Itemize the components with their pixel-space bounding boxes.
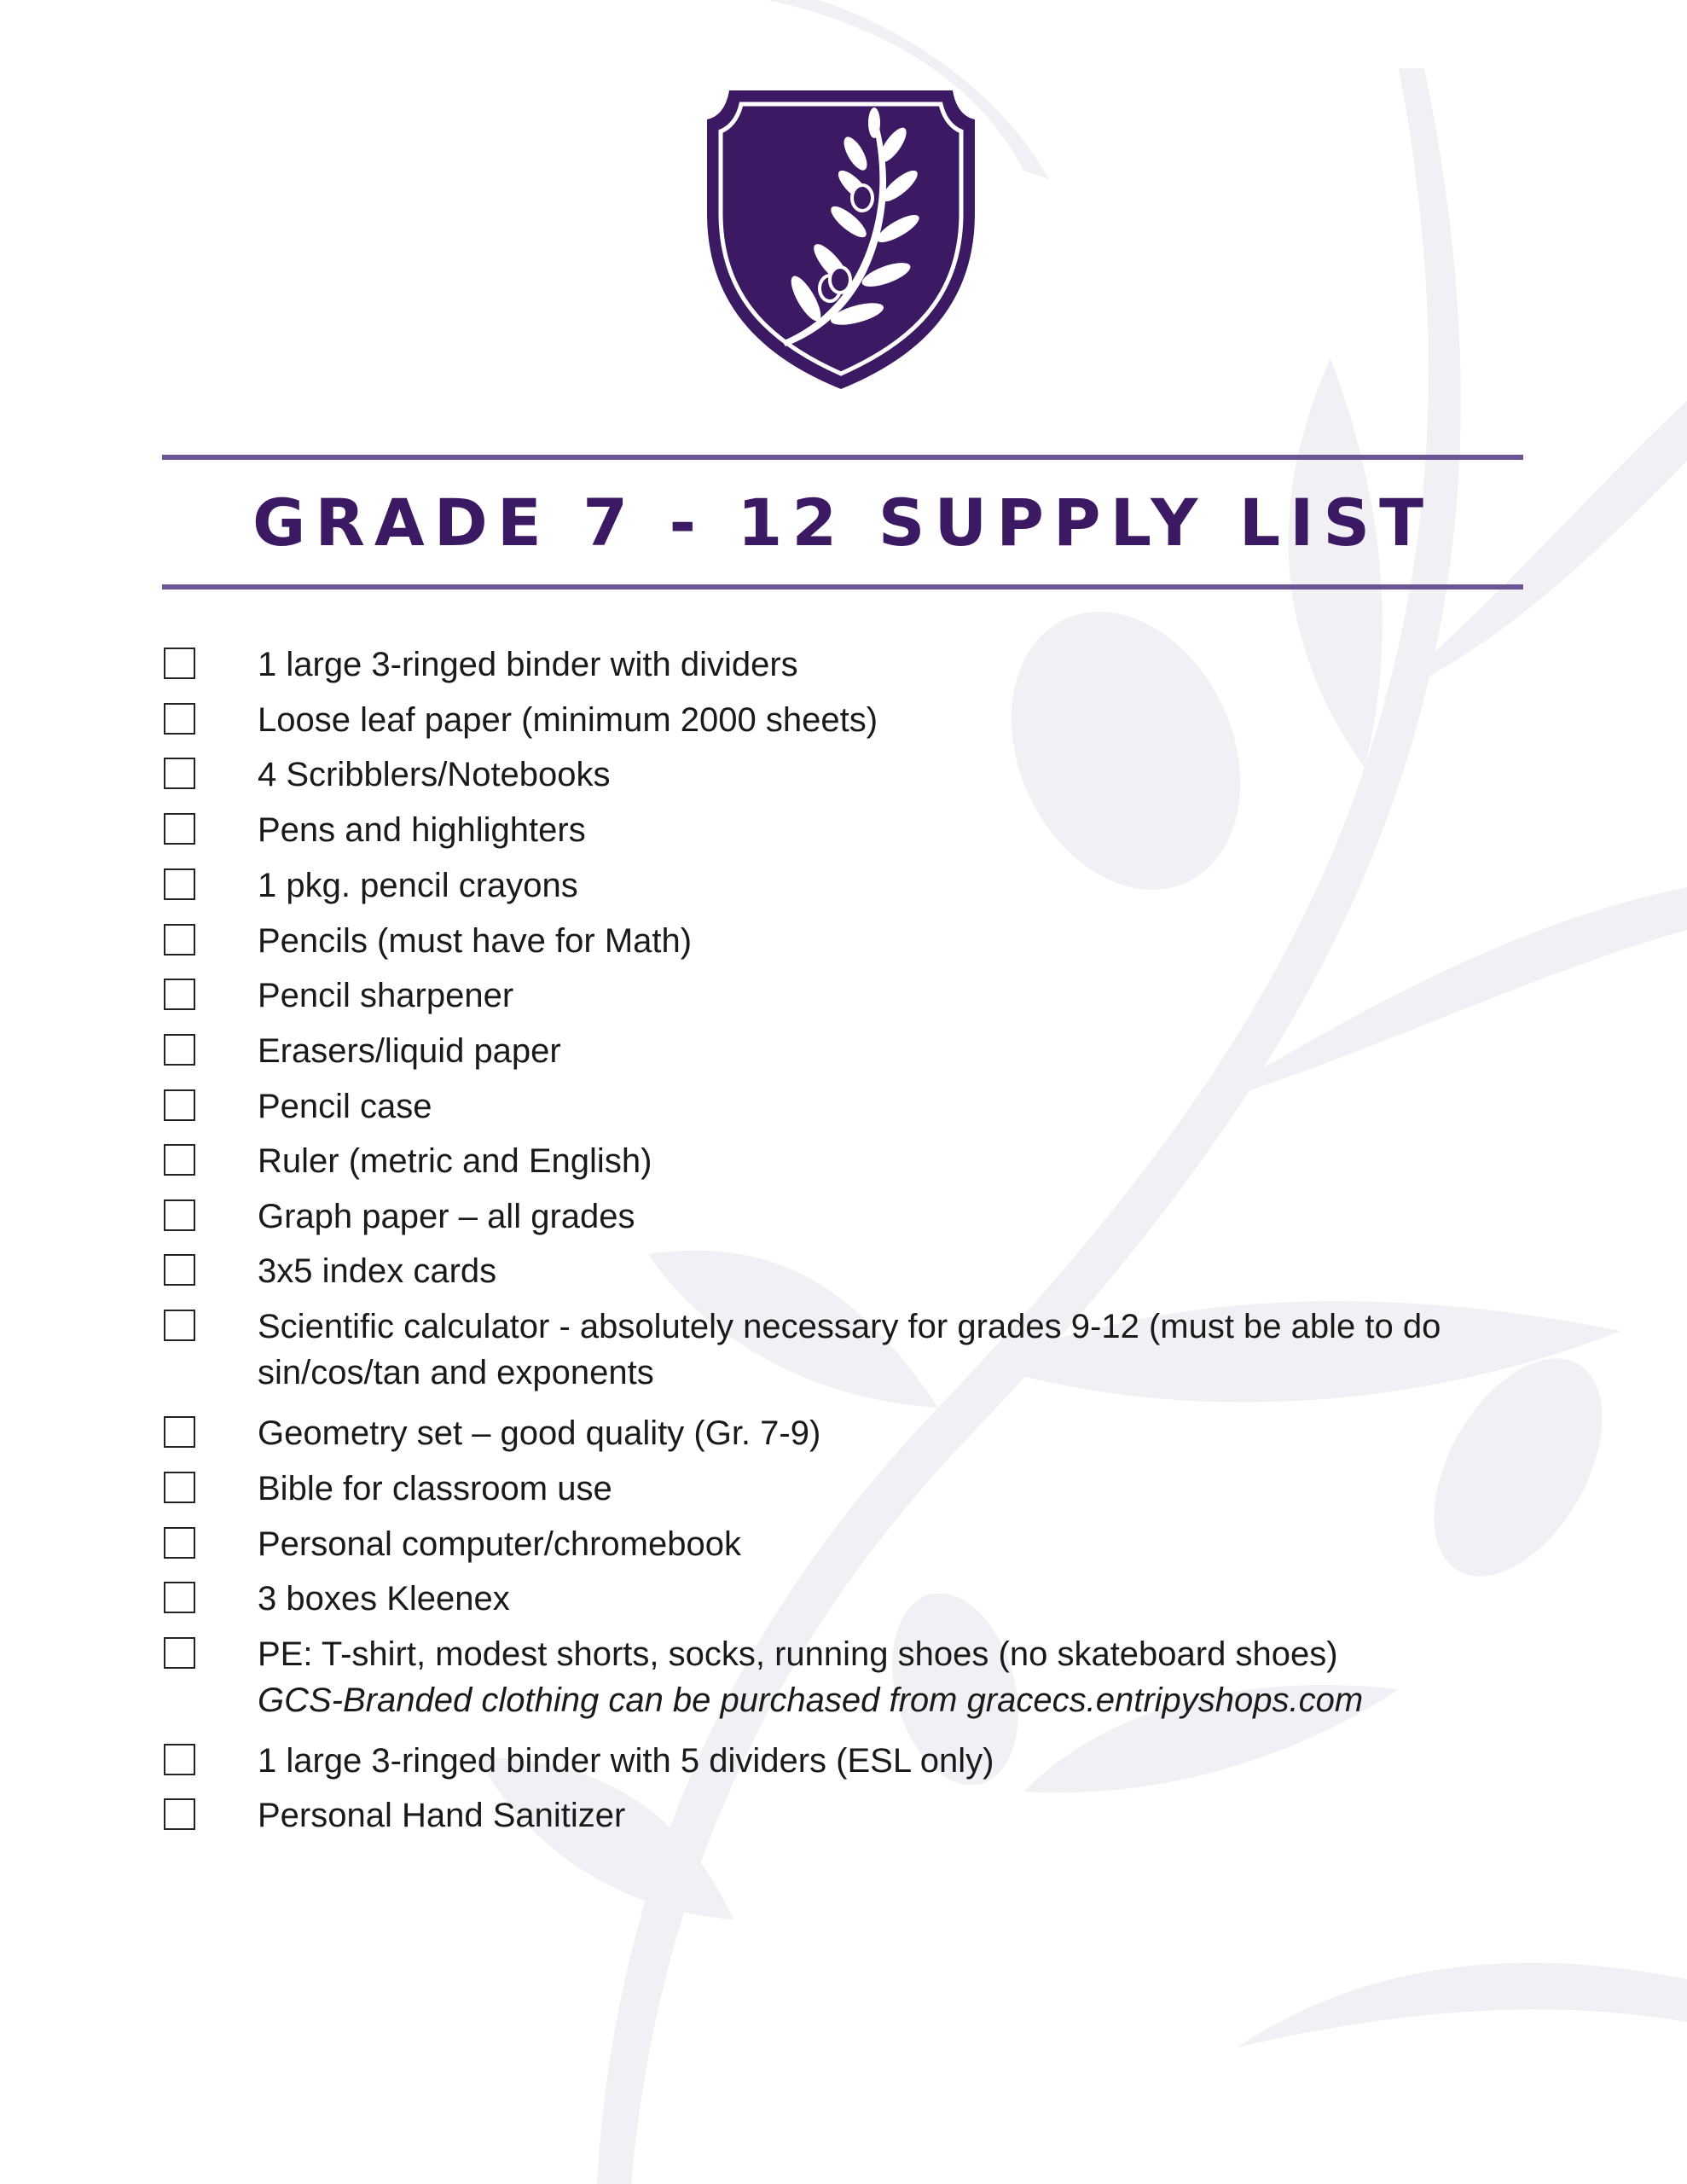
checklist-item-label (258, 1194, 635, 1240)
checklist-item (164, 1083, 1528, 1130)
checkbox[interactable] (164, 1744, 195, 1775)
checklist-item (164, 1466, 1528, 1512)
checkbox[interactable] (164, 1034, 195, 1066)
checkbox[interactable] (164, 1310, 195, 1341)
checklist-item-label (258, 1792, 625, 1838)
checkbox[interactable] (164, 1527, 195, 1559)
checklist-item-text: sin/cos/tan and exponents (258, 1354, 654, 1391)
checkbox[interactable] (164, 1089, 195, 1121)
checklist-item (164, 807, 1528, 853)
checklist-item-text: Erasers/liquid paper (258, 1032, 561, 1070)
checklist-item-label (258, 1304, 1441, 1396)
checklist-item-label (258, 1521, 741, 1567)
checklist-item (164, 1304, 1528, 1396)
checkbox[interactable] (164, 1254, 195, 1286)
checklist-item (164, 973, 1528, 1019)
checklist-item (164, 1194, 1528, 1240)
title-top-rule (162, 455, 1523, 460)
checkbox[interactable] (164, 1637, 195, 1669)
checkbox[interactable] (164, 1199, 195, 1231)
checklist-item-text: Bible for classroom use (258, 1470, 612, 1507)
checklist-item-text: Pencil case (258, 1088, 432, 1125)
checklist-item-text: Pencils (must have for Math) (258, 922, 693, 960)
checklist-item (164, 1792, 1528, 1838)
checklist-item-label (258, 807, 586, 853)
checklist-item-text: Pencil sharpener (258, 977, 514, 1014)
olive-branch-shield-icon (704, 85, 978, 392)
checklist-item-text: 3x5 index cards (258, 1252, 497, 1290)
checklist-item (164, 1576, 1528, 1622)
checkbox[interactable] (164, 1798, 195, 1830)
checklist-item-label (258, 1138, 652, 1184)
checklist-item-text: 3 boxes Kleenex (258, 1580, 510, 1618)
checklist-item (164, 1138, 1528, 1184)
checklist-item-label (258, 1466, 612, 1512)
checklist-item (164, 1410, 1528, 1456)
checklist-item-label (258, 1410, 820, 1456)
checkbox[interactable] (164, 1472, 195, 1503)
checklist-item-text: Graph paper – all grades (258, 1198, 635, 1235)
checklist-item (164, 1738, 1528, 1784)
checklist-item-note: GCS-Branded clothing can be purchased from gracecs.entripyshops.com (258, 1682, 1364, 1719)
checklist-item-label (258, 697, 878, 743)
checklist-item-text: Personal computer/chromebook (258, 1525, 741, 1563)
checklist-item-label (258, 752, 611, 798)
checklist-item (164, 1028, 1528, 1074)
checkbox[interactable] (164, 703, 195, 735)
checklist-item (164, 863, 1528, 909)
checkbox[interactable] (164, 979, 195, 1010)
checkbox[interactable] (164, 924, 195, 956)
checklist-item (164, 1521, 1528, 1567)
title-bottom-rule (162, 584, 1523, 590)
checklist-item-text: 1 large 3-ringed binder with dividers (258, 646, 798, 683)
checklist-item-text: Geometry set – good quality (Gr. 7-9) (258, 1414, 821, 1452)
checkbox[interactable] (164, 1144, 195, 1176)
checklist-item-text: Personal Hand Sanitizer (258, 1797, 626, 1834)
checkbox[interactable] (164, 868, 195, 900)
checklist-item-label (258, 1631, 1363, 1723)
checklist-item-label (258, 1576, 510, 1622)
checkbox[interactable] (164, 1582, 195, 1613)
checklist-item-text: Scientific calculator - absolutely necessary for grades 9-12 (must be able to do (258, 1308, 1441, 1345)
checklist-item-label (258, 1738, 994, 1784)
page-title: GRADE 7 - 12 SUPPLY LIST (252, 485, 1433, 561)
checklist-item-label (258, 1248, 496, 1294)
checklist-item (164, 642, 1528, 688)
checklist-item (164, 697, 1528, 743)
checkbox[interactable] (164, 648, 195, 679)
checklist-item-text: PE: T-shirt, modest shorts, socks, running shoes (no skateboard shoes) (258, 1635, 1338, 1673)
checklist-item-label (258, 1083, 432, 1130)
checklist-item-text: Ruler (metric and English) (258, 1142, 652, 1180)
checklist-item (164, 752, 1528, 798)
checklist-item-label (258, 1028, 561, 1074)
checkbox[interactable] (164, 1416, 195, 1448)
checkbox[interactable] (164, 813, 195, 845)
checklist-item-label (258, 642, 798, 688)
checklist-item-label (258, 973, 513, 1019)
checklist-item-text: 4 Scribblers/Notebooks (258, 756, 611, 793)
checklist-item-text: Loose leaf paper (minimum 2000 sheets) (258, 701, 878, 739)
checklist-item-text: 1 large 3-ringed binder with 5 dividers (ESL only) (258, 1742, 994, 1780)
checklist-item-label (258, 918, 692, 964)
checklist-item-text: 1 pkg. pencil crayons (258, 867, 578, 904)
checklist-item (164, 918, 1528, 964)
checkbox[interactable] (164, 758, 195, 789)
checklist-item (164, 1248, 1528, 1294)
checklist-item-text: Pens and highlighters (258, 811, 586, 849)
checklist-item-label (258, 863, 578, 909)
checklist-item (164, 1631, 1528, 1723)
